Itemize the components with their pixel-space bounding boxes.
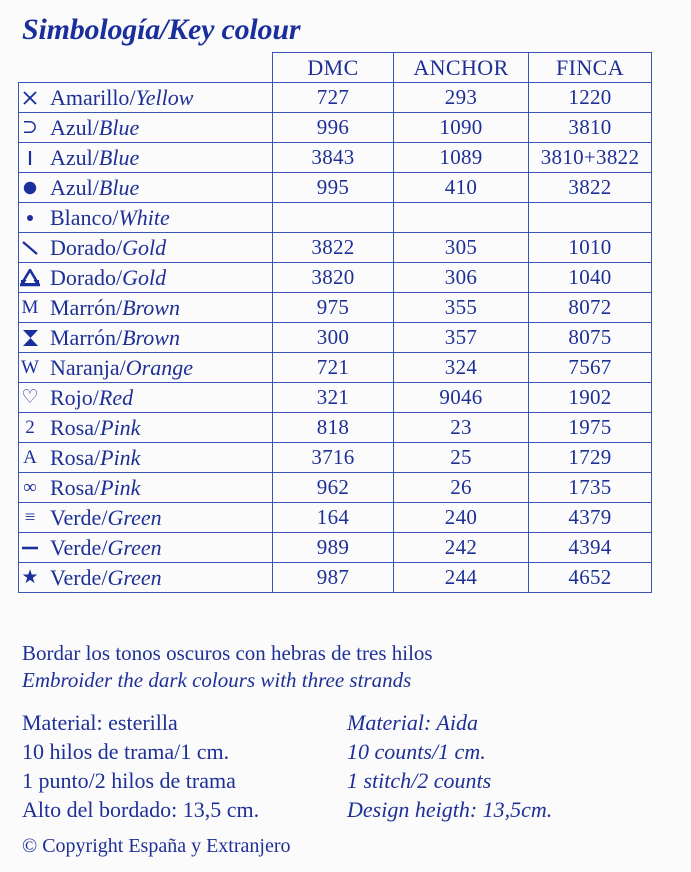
letter-m-icon: M: [21, 297, 39, 318]
x-cross-icon: [19, 87, 41, 109]
name-separator: /: [115, 234, 123, 260]
colour-name-cell: [19, 113, 273, 143]
dmc-code-cell: 989: [273, 533, 394, 563]
page-title: Simbología/Key colour: [22, 13, 301, 46]
name-separator: /: [94, 414, 101, 440]
name-separator: /: [92, 114, 99, 140]
colour-name-cell: [19, 293, 273, 323]
finca-code-cell: 3810: [529, 113, 652, 143]
vertical-bar-icon: [19, 147, 41, 169]
name-separator: /: [115, 264, 123, 290]
colour-name-es: Azul: [50, 174, 93, 200]
table-row: [19, 173, 652, 203]
colour-name-en: Gold: [122, 264, 167, 290]
colour-name-es: Dorado: [50, 234, 116, 260]
name-separator: /: [129, 84, 136, 110]
letter-a-icon: A: [23, 447, 37, 468]
colour-name-label: [50, 264, 167, 290]
filled-star-icon: ★: [21, 567, 39, 588]
table-row: [19, 353, 652, 383]
table-row: [19, 413, 652, 443]
colour-name-cell: [19, 443, 273, 473]
colour-name-label: [50, 384, 134, 410]
colour-name-label: [50, 414, 141, 440]
colour-name-cell: [19, 563, 273, 593]
colour-name-cell: [19, 203, 273, 233]
anchor-code-cell: 242: [394, 533, 529, 563]
anchor-code-cell: 240: [394, 503, 529, 533]
anchor-code-cell: 1090: [394, 113, 529, 143]
name-separator: /: [101, 564, 108, 590]
colour-name-label: [50, 504, 162, 530]
colour-name-es: Rojo: [50, 384, 93, 410]
anchor-code-cell: 293: [394, 83, 529, 113]
letter-w-icon: W: [21, 357, 39, 378]
colour-name-es: Verde: [50, 564, 102, 590]
superset-icon: ⊃: [22, 117, 38, 138]
spec-text-en: 10 counts/1 cm.: [347, 739, 486, 764]
finca-code-cell: 3810+3822: [529, 143, 652, 173]
table-row: [19, 293, 652, 323]
colour-name-en: Pink: [100, 474, 141, 500]
table-row: [19, 203, 652, 233]
filled-circle-icon: [19, 177, 41, 199]
colour-name-label: [50, 354, 193, 380]
name-separator: /: [101, 534, 108, 560]
colour-name-es: Azul: [50, 114, 93, 140]
colour-name-cell: [19, 323, 273, 353]
spec-text-en: Material: Aida: [347, 710, 478, 735]
colour-name-en: Pink: [100, 414, 141, 440]
dmc-code-cell: 3716: [273, 443, 394, 473]
anchor-code-cell: 244: [394, 563, 529, 593]
anchor-code-cell: [394, 203, 529, 233]
finca-code-cell: 1975: [529, 413, 652, 443]
colour-name-en: Blue: [98, 174, 140, 200]
colour-name-en: Green: [107, 534, 162, 560]
finca-code-cell: [529, 203, 652, 233]
header-finca: FINCA: [529, 53, 652, 83]
name-separator: /: [92, 144, 99, 170]
table-row: [19, 143, 652, 173]
spec-text-es: 10 hilos de trama/1 cm.: [22, 739, 230, 764]
table-header: [19, 53, 652, 83]
colour-name-en: Yellow: [135, 84, 194, 110]
colour-name-es: Naranja: [50, 354, 120, 380]
colour-name-es: Rosa: [50, 414, 94, 440]
colour-name-en: Green: [107, 504, 162, 530]
header-anchor: ANCHOR: [394, 53, 529, 83]
name-separator: /: [115, 324, 123, 350]
colour-name-label: [50, 204, 170, 230]
colour-name-es: Marrón: [50, 324, 116, 350]
table-row: [19, 113, 652, 143]
colour-name-es: Blanco: [50, 204, 113, 230]
colour-name-label: [50, 564, 162, 590]
dmc-code-cell: 164: [273, 503, 394, 533]
colour-name-label: [50, 234, 167, 260]
colour-name-es: Marrón: [50, 294, 116, 320]
finca-code-cell: 1040: [529, 263, 652, 293]
copyright-text: Copyright España y Extranjero: [42, 835, 291, 857]
dmc-code-cell: 995: [273, 173, 394, 203]
colour-name-en: Red: [98, 384, 134, 410]
copyright-icon: ©: [22, 835, 38, 857]
anchor-code-cell: 305: [394, 233, 529, 263]
colour-name-cell: [19, 263, 273, 293]
spec-text-en: 1 stitch/2 counts: [347, 768, 492, 793]
name-separator: /: [92, 174, 99, 200]
anchor-code-cell: 1089: [394, 143, 529, 173]
colour-name-es: Azul: [50, 144, 93, 170]
backslash-icon: [19, 237, 41, 259]
dmc-code-cell: 300: [273, 323, 394, 353]
hourglass-icon: [19, 327, 41, 349]
colour-name-cell: [19, 533, 273, 563]
colour-name-en: Green: [107, 564, 162, 590]
triangle-box-icon: [19, 267, 41, 289]
triple-bar-icon: ≡: [24, 507, 36, 528]
colour-name-es: Verde: [50, 534, 102, 560]
dmc-code-cell: 987: [273, 563, 394, 593]
spec-text-es: Material: esterilla: [22, 710, 178, 735]
name-separator: /: [94, 474, 101, 500]
anchor-code-cell: 26: [394, 473, 529, 503]
colour-name-label: [50, 84, 194, 110]
digit-two-icon: 2: [25, 417, 35, 438]
anchor-code-cell: 355: [394, 293, 529, 323]
specifications-block: [22, 708, 672, 824]
anchor-code-cell: 306: [394, 263, 529, 293]
colour-name-cell: [19, 353, 273, 383]
copyright-line: [22, 835, 290, 858]
table-row: [19, 263, 652, 293]
dash-icon: [19, 537, 41, 559]
table-body: [19, 83, 652, 593]
colour-name-en: Brown: [122, 324, 180, 350]
dmc-code-cell: 727: [273, 83, 394, 113]
dmc-code-cell: 321: [273, 383, 394, 413]
infinity-icon: ∞: [23, 477, 37, 498]
table-row: [19, 383, 652, 413]
colour-name-label: [50, 144, 140, 170]
name-separator: /: [92, 384, 99, 410]
table-row: [19, 503, 652, 533]
colour-name-es: Verde: [50, 504, 102, 530]
name-separator: /: [112, 204, 119, 230]
dmc-code-cell: 996: [273, 113, 394, 143]
colour-name-label: [50, 474, 141, 500]
colour-name-en: Blue: [98, 114, 140, 140]
colour-name-en: Pink: [100, 444, 141, 470]
table-row: [19, 323, 652, 353]
colour-name-en: Brown: [122, 294, 180, 320]
name-separator: /: [115, 294, 123, 320]
colour-name-label: [50, 534, 162, 560]
spec-row: [22, 795, 672, 824]
finca-code-cell: 1220: [529, 83, 652, 113]
colour-name-cell: [19, 503, 273, 533]
finca-code-cell: 1735: [529, 473, 652, 503]
colour-name-cell: [19, 233, 273, 263]
colour-name-label: [50, 174, 140, 200]
dmc-code-cell: 3820: [273, 263, 394, 293]
finca-code-cell: 4394: [529, 533, 652, 563]
dmc-code-cell: 3843: [273, 143, 394, 173]
anchor-code-cell: 25: [394, 443, 529, 473]
spec-text-en: Design heigth: 13,5cm.: [347, 797, 553, 822]
colour-name-label: [50, 114, 140, 140]
dmc-code-cell: 3822: [273, 233, 394, 263]
colour-name-label: [50, 294, 180, 320]
colour-name-es: Rosa: [50, 474, 94, 500]
dmc-code-cell: [273, 203, 394, 233]
colour-name-es: Amarillo: [50, 84, 130, 110]
name-separator: /: [101, 504, 108, 530]
key-colour-table: [18, 52, 652, 593]
table-row: [19, 473, 652, 503]
spec-row: [22, 766, 672, 795]
colour-name-cell: [19, 413, 273, 443]
colour-name-cell: [19, 473, 273, 503]
colour-name-cell: [19, 173, 273, 203]
table-row: [19, 533, 652, 563]
heart-icon: ♡: [21, 387, 39, 408]
colour-name-en: White: [118, 204, 170, 230]
finca-code-cell: 1729: [529, 443, 652, 473]
finca-code-cell: 8072: [529, 293, 652, 323]
table-row: [19, 443, 652, 473]
anchor-code-cell: 9046: [394, 383, 529, 413]
notes-block: [22, 640, 672, 694]
spec-row: [22, 737, 672, 766]
anchor-code-cell: 324: [394, 353, 529, 383]
small-dot-icon: [19, 207, 41, 229]
table-header-row: [19, 53, 652, 83]
finca-code-cell: 1010: [529, 233, 652, 263]
colour-name-es: Dorado: [50, 264, 116, 290]
finca-code-cell: 1902: [529, 383, 652, 413]
dmc-code-cell: 975: [273, 293, 394, 323]
colour-name-en: Gold: [122, 234, 167, 260]
spec-row: [22, 708, 672, 737]
spec-text-es: 1 punto/2 hilos de trama: [22, 768, 236, 793]
finca-code-cell: 8075: [529, 323, 652, 353]
colour-name-en: Blue: [98, 144, 140, 170]
finca-code-cell: 4379: [529, 503, 652, 533]
colour-name-cell: [19, 83, 273, 113]
dmc-code-cell: 818: [273, 413, 394, 443]
anchor-code-cell: 357: [394, 323, 529, 353]
colour-name-es: Rosa: [50, 444, 94, 470]
spec-text-es: Alto del bordado: 13,5 cm.: [22, 797, 260, 822]
table-row: [19, 233, 652, 263]
anchor-code-cell: 23: [394, 413, 529, 443]
colour-name-label: [50, 444, 141, 470]
colour-name-cell: [19, 143, 273, 173]
header-symbol-name: [19, 53, 273, 83]
table-row: [19, 563, 652, 593]
note-line-es: Bordar los tonos oscuros con hebras de tres hilos: [22, 641, 433, 665]
finca-code-cell: 4652: [529, 563, 652, 593]
anchor-code-cell: 410: [394, 173, 529, 203]
colour-name-cell: [19, 383, 273, 413]
finca-code-cell: 3822: [529, 173, 652, 203]
name-separator: /: [94, 444, 101, 470]
colour-name-en: Orange: [125, 354, 193, 380]
name-separator: /: [119, 354, 126, 380]
header-dmc: DMC: [273, 53, 394, 83]
colour-name-label: [50, 324, 180, 350]
table-row: [19, 83, 652, 113]
note-line-en: Embroider the dark colours with three strands: [22, 668, 412, 692]
dmc-code-cell: 962: [273, 473, 394, 503]
finca-code-cell: 7567: [529, 353, 652, 383]
dmc-code-cell: 721: [273, 353, 394, 383]
